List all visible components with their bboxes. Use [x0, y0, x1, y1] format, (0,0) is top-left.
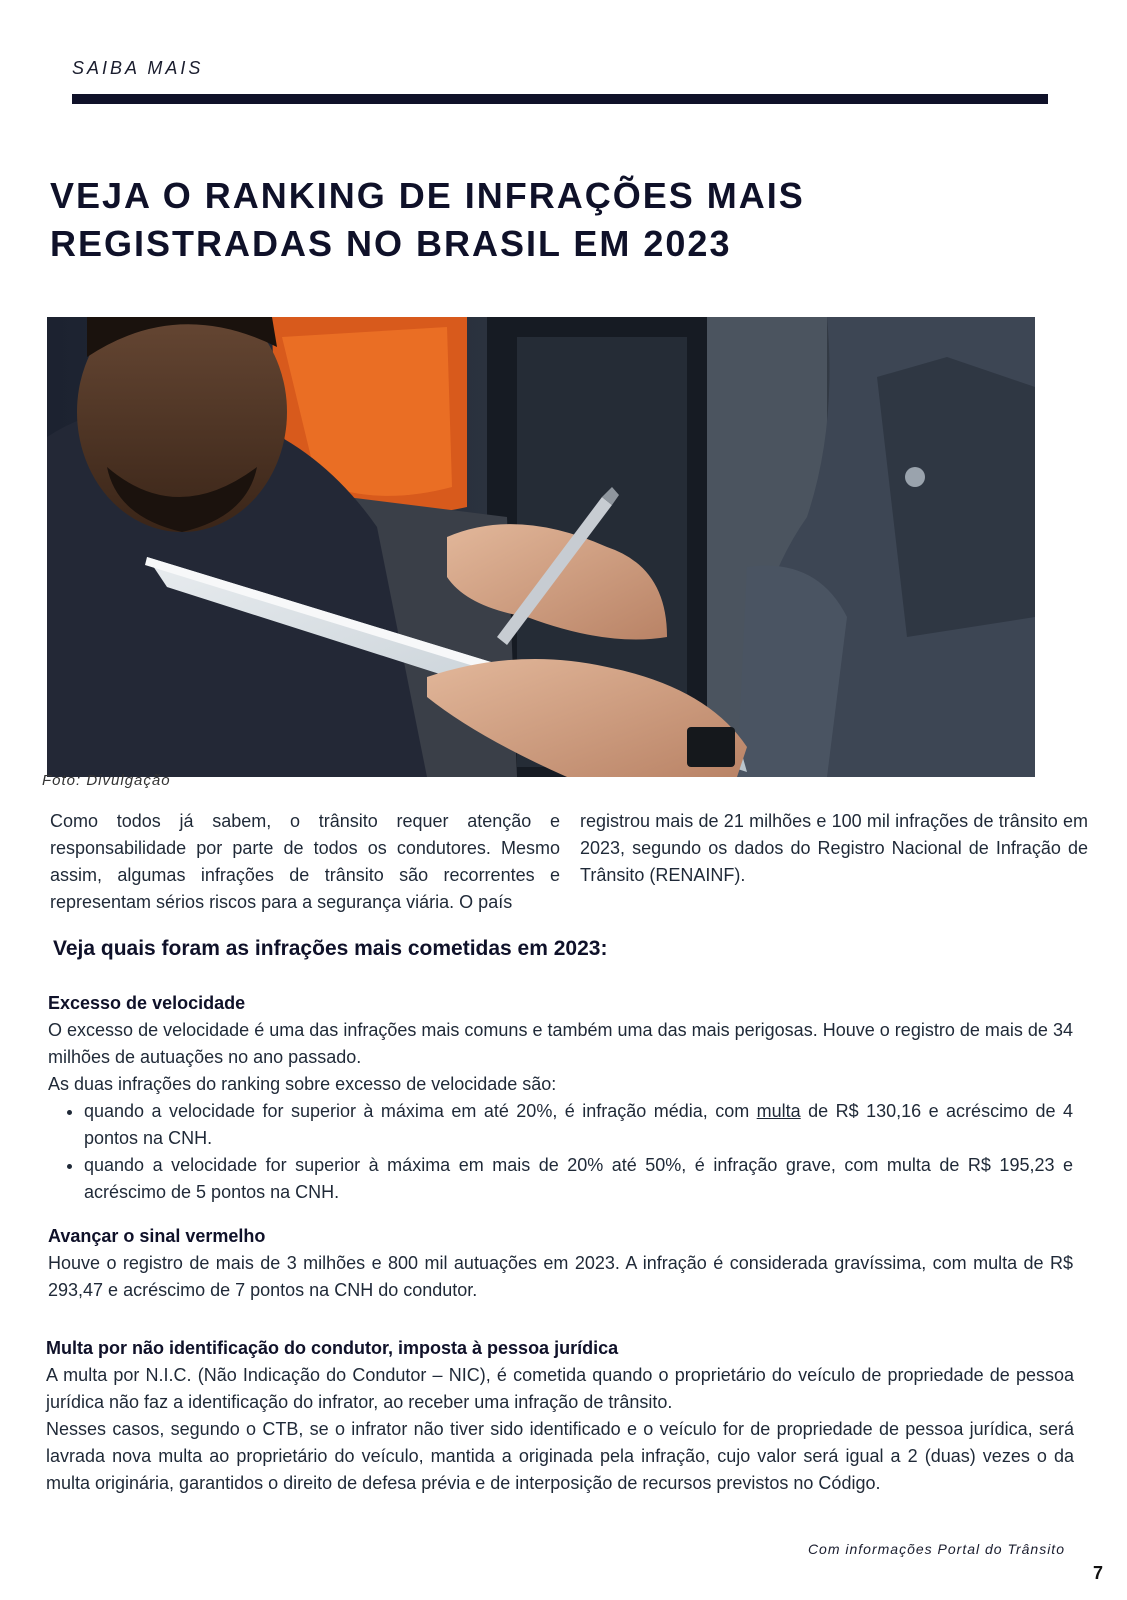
intro-column-left: Como todos já sabem, o trânsito requer atenção e responsabilidade por parte de todos os condutores. Mesmo assim, algumas infrações de trânsito são recorrentes e representam sérios riscos para a segurança viária. O país — [50, 811, 560, 912]
source-credit: Com informações Portal do Trânsito — [807, 1541, 1065, 1557]
header-divider — [72, 94, 1048, 104]
section-paragraph: Houve o registro de mais de 3 milhões e 800 mil autuações em 2023. A infração é considerada gravíssima, com multa de R$ 293,47 e acréscimo de 7 pontos na CNH do condutor. — [48, 1253, 1073, 1300]
photo-caption: Foto: Divulgação — [42, 772, 171, 789]
article-title: VEJA O RANKING DE INFRAÇÕES MAIS REGISTRADAS NO BRASIL EM 2023 — [50, 175, 805, 264]
list-item: • quando a velocidade for superior à máxima em até 20%, é infração média, com multa de R$ 130,16 e acréscimo de 4 pontos na CNH. — [84, 1098, 1073, 1152]
multa-link[interactable]: multa — [756, 1101, 801, 1121]
intro-column-right: registrou mais de 21 milhões e 100 mil infrações de trânsito em 2023, segundo os dados do Registro Nacional de Infração de Trânsito (RENAINF). — [580, 811, 1088, 885]
page-number: 7 — [1092, 1563, 1103, 1583]
section-title: Avançar o sinal vermelho — [48, 1226, 266, 1246]
section-paragraph: As duas infrações do ranking sobre excesso de velocidade são: — [48, 1074, 557, 1094]
article-photo — [47, 317, 1035, 777]
section-title: Excesso de velocidade — [48, 993, 246, 1013]
section-speeding — [48, 990, 1073, 1206]
section-paragraph: Nesses casos, segundo o CTB, se o infrator não tiver sido identificado e o veículo for de propriedade de pessoa jurídica, será lavrada nova multa ao proprietário do veículo, mantida a originada pela infração, cujo valor será igual a 2 (duas) vezes o da multa originária, garantidos o direito de defesa prévia e de interposição de recursos previstos no Código. — [46, 1419, 1074, 1493]
section-title: Multa por não identificação do condutor, imposta à pessoa jurídica — [46, 1338, 619, 1358]
speeding-list — [48, 1098, 1073, 1206]
section-nic — [46, 1335, 1074, 1497]
section-red-light — [48, 1223, 1073, 1304]
section-paragraph: O excesso de velocidade é uma das infrações mais comuns e também uma das mais perigosas. Houve o registro de mais de 34 milhões de autuações no ano passado. — [48, 1020, 1073, 1067]
infractions-subheading: Veja quais foram as infrações mais cometidas em 2023: — [53, 937, 608, 960]
list-item: • quando a velocidade for superior à máxima em mais de 20% até 50%, é infração grave, com multa de R$ 195,23 e acréscimo de 5 pontos na CNH. — [84, 1152, 1073, 1206]
section-kicker: SAIBA MAIS — [72, 58, 204, 78]
section-paragraph: A multa por N.I.C. (Não Indicação do Condutor – NIC), é cometida quando o proprietário do veículo de propriedade de pessoa jurídica não faz a identificação do infrator, ao receber uma infração de trânsito. — [46, 1365, 1074, 1412]
